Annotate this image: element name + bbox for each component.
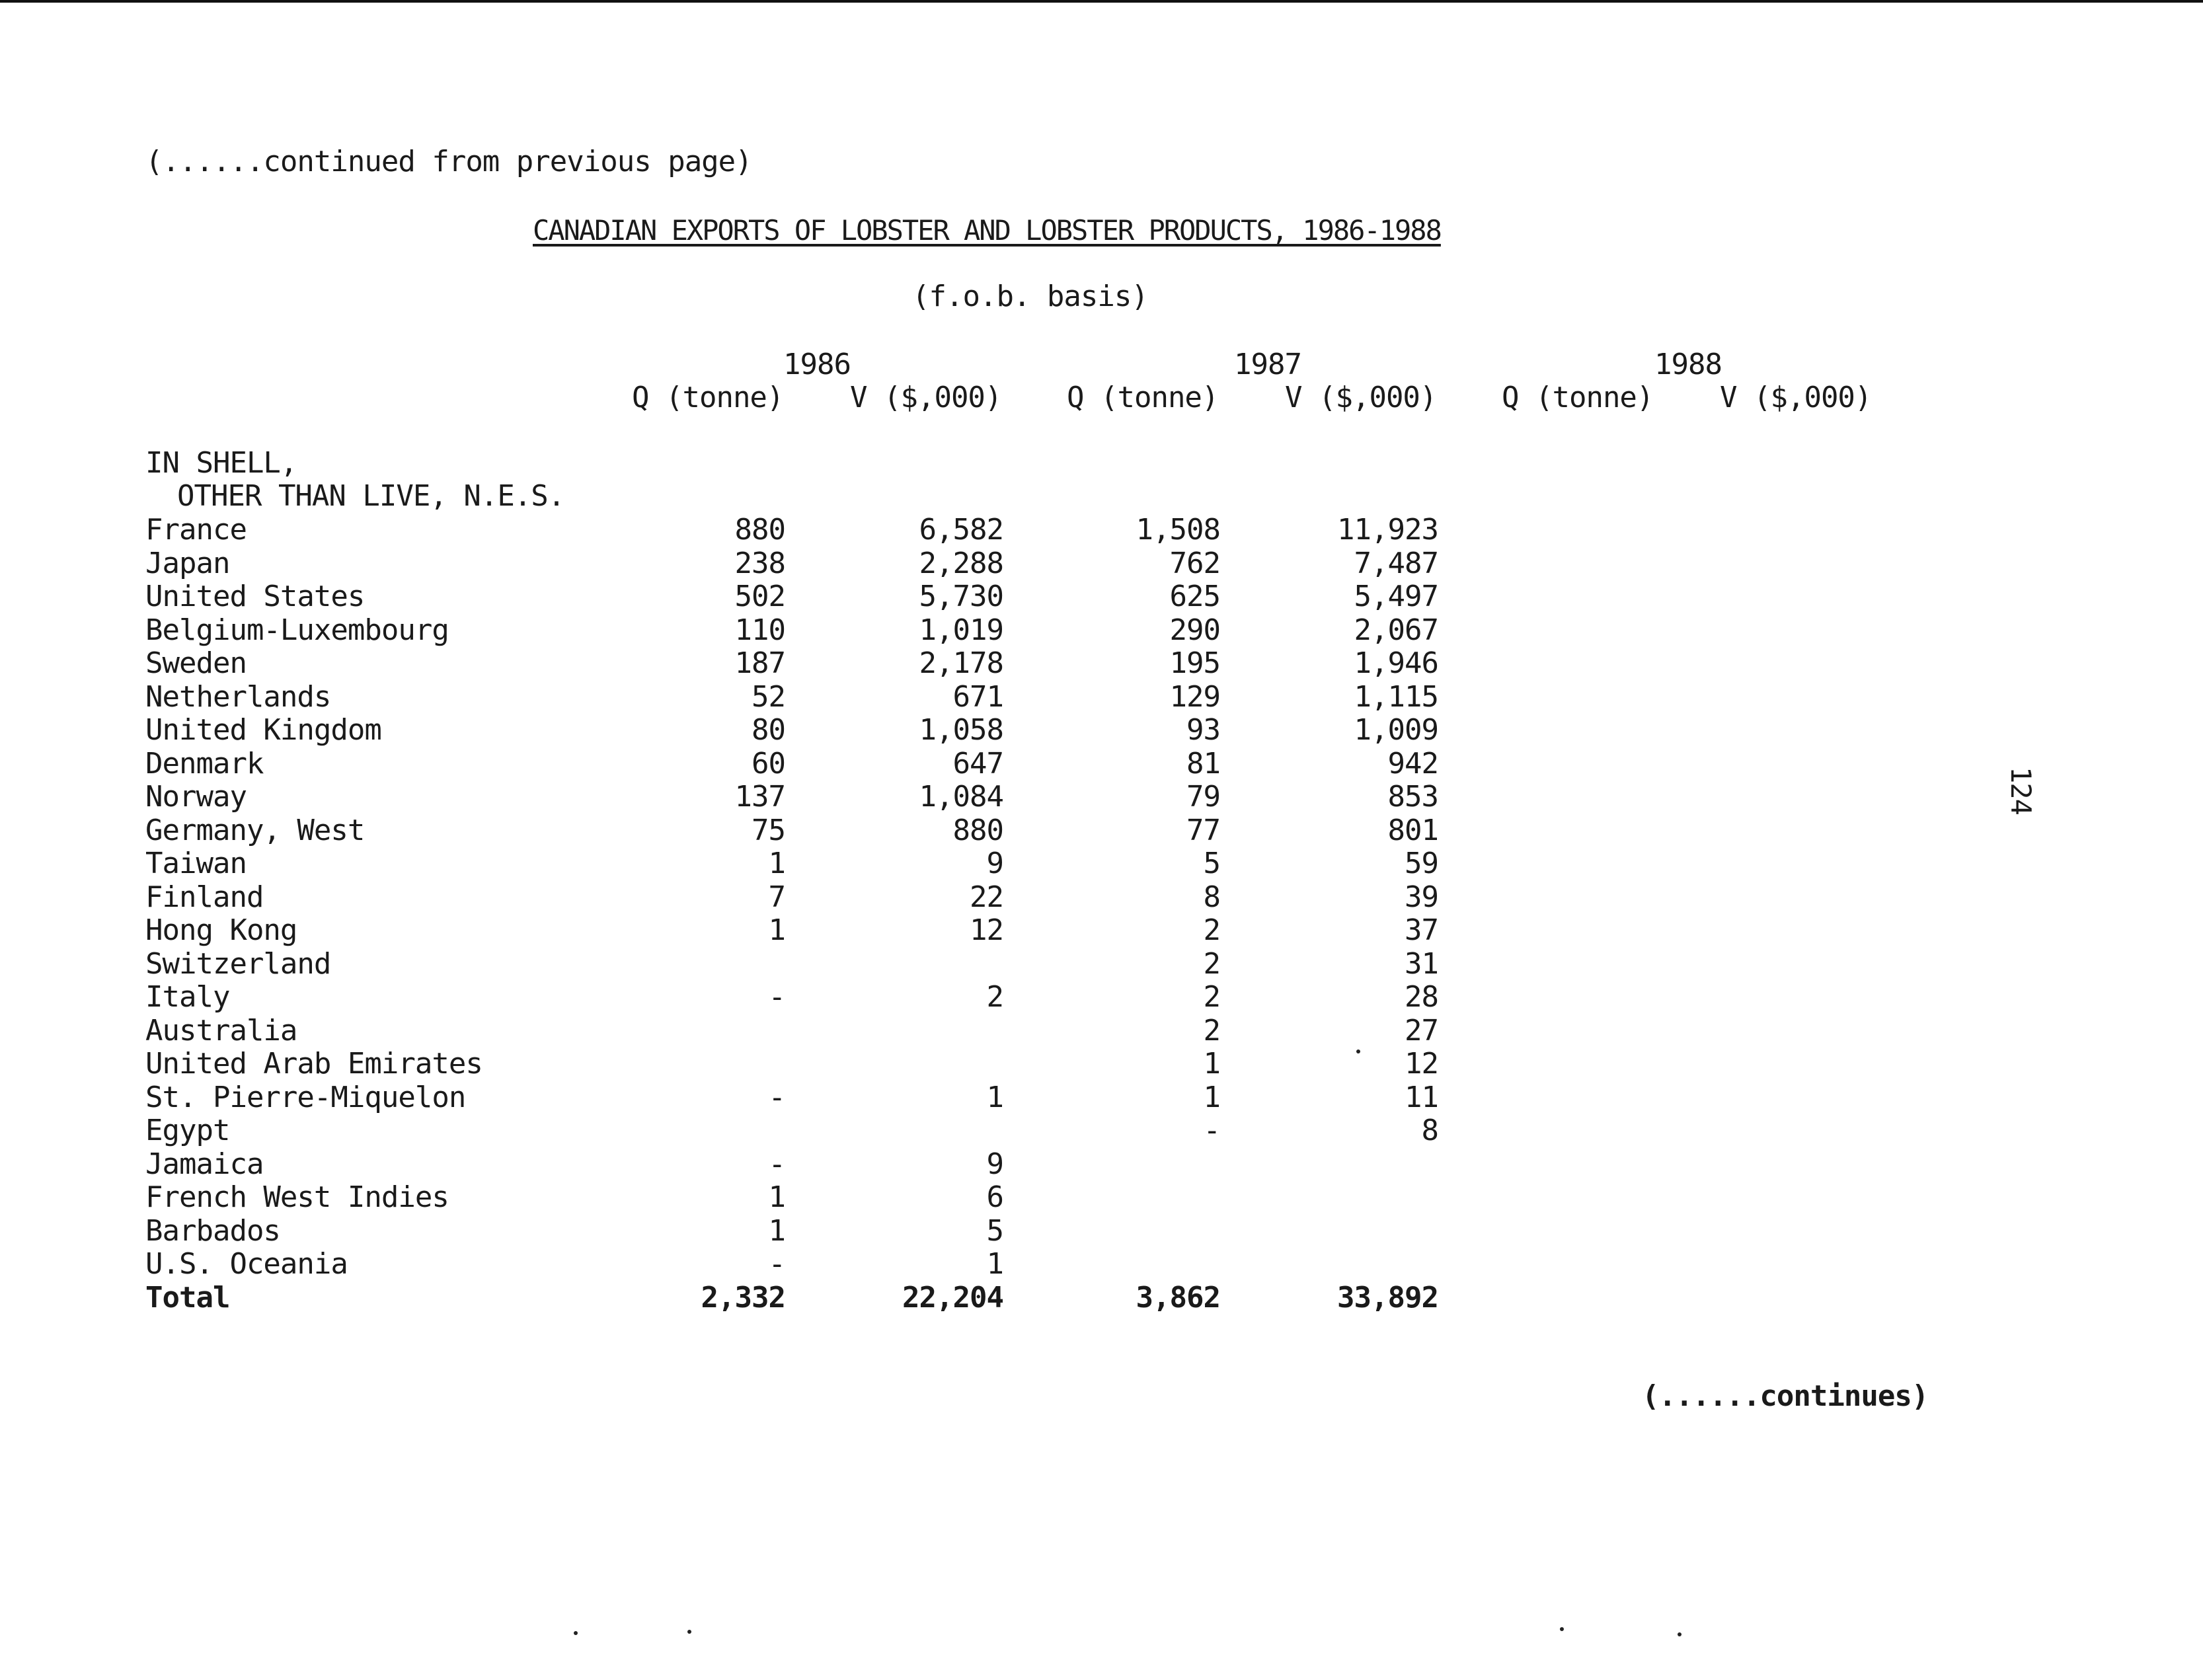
- cell-v1987: 11,923: [1337, 513, 1438, 547]
- country-label: Italy: [145, 980, 230, 1014]
- cell-v1987: 37: [1405, 913, 1438, 947]
- col-header-v-1987: V ($,000): [1285, 381, 1437, 414]
- cell-q1986: 7: [768, 880, 785, 914]
- table-row: [0, 580, 2203, 613]
- cell-q1986: -: [768, 1147, 785, 1181]
- table-row: [0, 1114, 2203, 1147]
- cell-v1986: 22,204: [902, 1280, 1003, 1315]
- country-label: Barbados: [145, 1213, 280, 1248]
- cell-v1987: 1,946: [1354, 646, 1438, 680]
- cell-v1987: 1,115: [1354, 679, 1438, 714]
- cell-v1987: 942: [1387, 746, 1438, 781]
- cell-v1987: 1,009: [1354, 713, 1438, 747]
- cell-q1987: 77: [1186, 813, 1220, 847]
- cell-v1987: 59: [1405, 847, 1438, 880]
- year-header-1987: 1987: [1234, 348, 1301, 381]
- document-subtitle: (f.o.b. basis): [912, 280, 1148, 313]
- cell-v1986: 1: [986, 1080, 1003, 1114]
- cell-q1986: 1: [768, 913, 785, 947]
- cell-q1987: 3,862: [1136, 1280, 1220, 1315]
- cell-v1986: 5: [986, 1213, 1003, 1248]
- cell-v1987: 853: [1387, 780, 1438, 814]
- table-row: [0, 1014, 2203, 1048]
- cell-q1986: 60: [752, 746, 785, 781]
- cell-q1987: 81: [1186, 746, 1220, 781]
- scan-speck: [1356, 1050, 1360, 1053]
- cell-v1987: 39: [1405, 880, 1438, 914]
- cell-q1986: 110: [734, 613, 785, 647]
- cell-q1987: 1: [1203, 1047, 1220, 1081]
- cell-v1986: 2: [986, 980, 1003, 1014]
- cell-q1987: 93: [1186, 713, 1220, 747]
- country-label: Germany, West: [145, 813, 365, 847]
- cell-q1986: 137: [734, 780, 785, 814]
- cell-q1986: -: [768, 1080, 785, 1114]
- col-header-v-1988: V ($,000): [1720, 381, 1872, 414]
- country-label: United States: [145, 580, 365, 613]
- cell-v1987: 2,067: [1354, 613, 1438, 647]
- year-header-1986: 1986: [783, 348, 851, 381]
- cell-q1986: 80: [752, 713, 785, 747]
- col-header-q-1987: Q (tonne): [1067, 381, 1219, 414]
- scan-speck: [1678, 1632, 1681, 1636]
- country-label: Hong Kong: [145, 913, 297, 947]
- cell-q1986: 1: [768, 847, 785, 880]
- country-label: Australia: [145, 1013, 297, 1048]
- table-row: [0, 1181, 2203, 1214]
- cell-v1986: 671: [952, 679, 1003, 714]
- cell-v1986: 1: [986, 1247, 1003, 1281]
- continues-note: (......continues): [1642, 1379, 1929, 1413]
- cell-v1987: 11: [1405, 1080, 1438, 1114]
- cell-v1986: 1,019: [919, 613, 1003, 647]
- table-row: [0, 1148, 2203, 1181]
- cell-v1987: 31: [1405, 946, 1438, 981]
- table-row: [0, 1215, 2203, 1248]
- cell-q1986: 880: [734, 513, 785, 547]
- table-row: [0, 681, 2203, 714]
- table-row: [0, 1081, 2203, 1114]
- table-row: [0, 948, 2203, 981]
- cell-v1986: 9: [986, 1147, 1003, 1181]
- section-heading-line1: IN SHELL,: [145, 446, 297, 480]
- country-label: Finland: [145, 880, 264, 914]
- cell-q1986: 2,332: [701, 1280, 785, 1315]
- country-label: U.S. Oceania: [145, 1247, 348, 1281]
- page-number: 124: [2005, 767, 2037, 815]
- cell-v1986: 1,084: [919, 780, 1003, 814]
- cell-v1987: 8: [1421, 1114, 1438, 1147]
- document-title: CANADIAN EXPORTS OF LOBSTER AND LOBSTER PRODUCTS, 1986-1988: [533, 214, 1441, 247]
- cell-v1987: 7,487: [1354, 546, 1438, 580]
- cell-v1987: 12: [1405, 1047, 1438, 1081]
- table-row: [0, 781, 2203, 814]
- cell-q1987: 2: [1203, 980, 1220, 1014]
- cell-v1986: 6,582: [919, 513, 1003, 547]
- cell-v1986: 647: [952, 746, 1003, 781]
- cell-q1986: 1: [768, 1213, 785, 1248]
- cell-v1987: 33,892: [1337, 1280, 1438, 1315]
- country-label: Netherlands: [145, 679, 331, 714]
- cell-q1987: 5: [1203, 847, 1220, 880]
- table-row: [0, 881, 2203, 914]
- cell-q1986: 187: [734, 646, 785, 680]
- cell-q1986: -: [768, 1247, 785, 1281]
- cell-q1986: 75: [752, 813, 785, 847]
- cell-q1986: 502: [734, 580, 785, 613]
- country-label: United Arab Emirates: [145, 1047, 483, 1081]
- total-row: [0, 1281, 2203, 1315]
- country-label: St. Pierre-Miquelon: [145, 1080, 466, 1114]
- cell-q1987: 129: [1169, 679, 1220, 714]
- country-label: Switzerland: [145, 946, 331, 981]
- country-label: Total: [145, 1280, 230, 1315]
- cell-q1987: 1: [1203, 1080, 1220, 1114]
- cell-v1986: 9: [986, 847, 1003, 880]
- country-label: Norway: [145, 780, 247, 814]
- cell-v1986: 1,058: [919, 713, 1003, 747]
- section-heading-line2: OTHER THAN LIVE, N.E.S.: [177, 479, 565, 513]
- cell-q1986: 238: [734, 546, 785, 580]
- cell-q1987: 1,508: [1136, 513, 1220, 547]
- table-row: [0, 1248, 2203, 1281]
- cell-v1987: 801: [1387, 813, 1438, 847]
- country-label: Jamaica: [145, 1147, 264, 1181]
- country-label: Belgium-Luxembourg: [145, 613, 449, 647]
- table-row: [0, 814, 2203, 847]
- table-row: [0, 981, 2203, 1014]
- scan-speck: [687, 1630, 691, 1634]
- table-row: [0, 547, 2203, 580]
- top-border-line: [0, 0, 2203, 3]
- cell-v1986: 12: [970, 913, 1003, 947]
- cell-q1987: 79: [1186, 780, 1220, 814]
- table-row: [0, 714, 2203, 747]
- col-header-v-1986: V ($,000): [850, 381, 1002, 414]
- continued-from-note: (......continued from previous page): [145, 145, 752, 178]
- cell-q1987: 8: [1203, 880, 1220, 914]
- scan-speck: [1560, 1627, 1564, 1631]
- table-row: [0, 914, 2203, 947]
- cell-v1986: 5,730: [919, 580, 1003, 613]
- cell-v1987: 27: [1405, 1013, 1438, 1048]
- country-label: United Kingdom: [145, 713, 381, 747]
- country-label: French West Indies: [145, 1180, 449, 1214]
- scan-speck: [574, 1631, 578, 1635]
- cell-q1987: 290: [1169, 613, 1220, 647]
- country-label: Taiwan: [145, 847, 247, 880]
- cell-q1986: 52: [752, 679, 785, 714]
- year-header-1988: 1988: [1654, 348, 1722, 381]
- table-row: [0, 1048, 2203, 1081]
- cell-v1986: 2,178: [919, 646, 1003, 680]
- table-row: [0, 647, 2203, 680]
- table-row: [0, 614, 2203, 647]
- country-label: Egypt: [145, 1114, 230, 1147]
- col-header-q-1988: Q (tonne): [1502, 381, 1654, 414]
- cell-q1987: 2: [1203, 913, 1220, 947]
- table-row: [0, 847, 2203, 880]
- cell-q1987: 625: [1169, 580, 1220, 613]
- cell-q1987: 762: [1169, 546, 1220, 580]
- cell-q1986: 1: [768, 1180, 785, 1214]
- country-label: Sweden: [145, 646, 247, 680]
- country-label: Japan: [145, 546, 230, 580]
- table-row: [0, 514, 2203, 547]
- cell-q1987: -: [1203, 1114, 1220, 1147]
- cell-v1986: 2,288: [919, 546, 1003, 580]
- cell-q1986: -: [768, 980, 785, 1014]
- cell-v1987: 28: [1405, 980, 1438, 1014]
- cell-q1987: 2: [1203, 1013, 1220, 1048]
- cell-q1987: 195: [1169, 646, 1220, 680]
- col-header-q-1986: Q (tonne): [632, 381, 784, 414]
- cell-v1986: 6: [986, 1180, 1003, 1214]
- cell-v1987: 5,497: [1354, 580, 1438, 613]
- cell-q1987: 2: [1203, 946, 1220, 981]
- cell-v1986: 880: [952, 813, 1003, 847]
- country-label: France: [145, 513, 247, 547]
- country-label: Denmark: [145, 746, 264, 781]
- table-row: [0, 747, 2203, 781]
- cell-v1986: 22: [970, 880, 1003, 914]
